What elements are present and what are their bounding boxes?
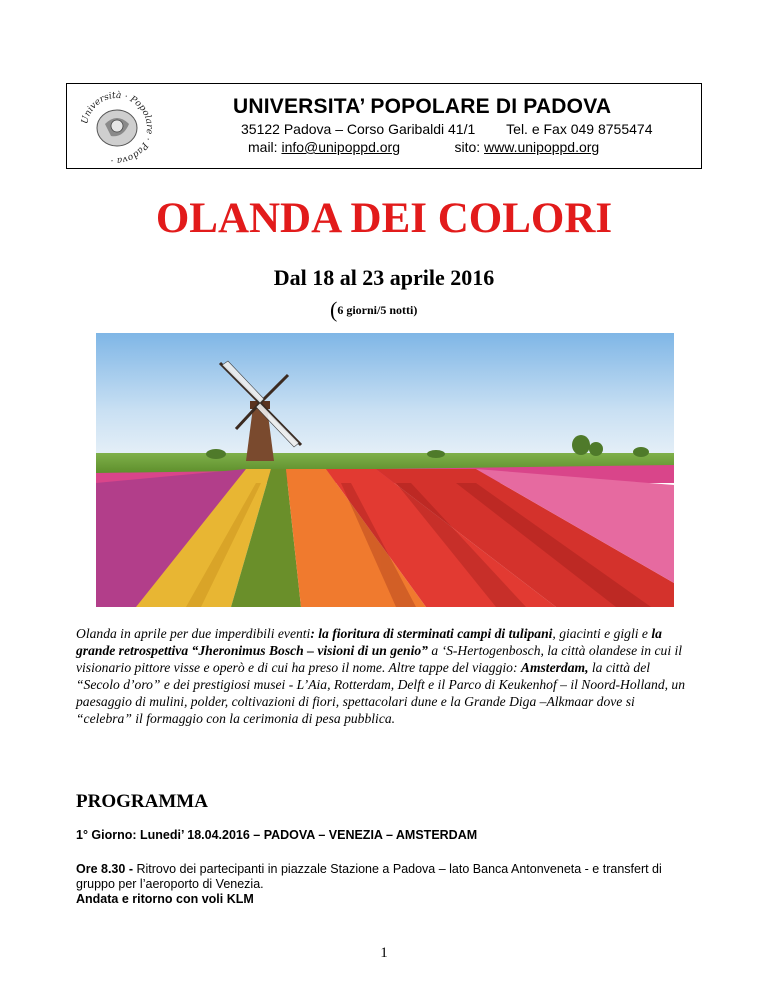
contact-line — [248, 139, 599, 155]
svg-text:Università · Popolare · Padova: Università · Popolare · Padova · — [80, 90, 155, 166]
institution-name: UNIVERSITA’ POPOLARE DI PADOVA — [233, 95, 612, 118]
tulip-field-windmill-photo — [96, 333, 674, 607]
intro-text-1: Olanda in aprile per due imperdibili eventi — [76, 626, 311, 641]
section-title-programma: PROGRAMMA — [76, 791, 208, 812]
site-link[interactable]: www.unipoppd.org — [484, 139, 600, 155]
intro-text-3: a ‘S-Hertogenbosch, la città olandese in cui il visionario pittore visse e operò e di cui ha preso il nome. Altre tappe del viaggio: — [76, 643, 683, 675]
day1-text: Ritrovo dei partecipanti in piazzale Stazione a Padova – lato Banca Antonveneta - e transfert di gruppo per l’aeroporto di Venezia. — [76, 862, 662, 891]
intro-bold-2: la grande retrospettiva “Jheronimus Bosch – visioni di un genio” — [76, 626, 662, 658]
address-line — [241, 121, 653, 137]
header-box — [66, 83, 702, 169]
page-title: OLANDA DEI COLORI — [155, 195, 613, 242]
intro-text-2: , giacinti e gigli e — [552, 626, 652, 641]
university-seal-logo — [75, 88, 159, 166]
intro-text-4: la città del “Secolo d’oro” e dei prestigiosi musei - L’Aia, Rotterdam, Delft e il Parco di Keukenhof – il Noord-Holland, un paesaggio di mulini, polder, coltivazioni di fiori, spettacolari dune e la Grande Diga –Alkmaar dove si “celebra” il formaggio con la cerimonia di pesa pubblica. — [76, 660, 686, 726]
trip-duration: (6 giorni/5 notti) — [330, 297, 418, 322]
day1-flights: Andata e ritorno con voli KLM — [76, 892, 254, 906]
page-number: 1 — [380, 945, 388, 961]
mail-label: mail: — [248, 139, 278, 155]
duration-text: 6 giorni/5 notti) — [337, 303, 418, 317]
day1-title: 1° Giorno: Lunedi’ 18.04.2016 – PADOVA – VENEZIA – AMSTERDAM — [76, 828, 478, 842]
day1-time: Ore 8.30 - — [76, 862, 133, 876]
address: 35122 Padova – Corso Garibaldi 41/1 — [241, 121, 476, 137]
phone: Tel. e Fax 049 8755474 — [506, 121, 653, 137]
day1-body — [76, 862, 694, 907]
trip-dates: Dal 18 al 23 aprile 2016 — [273, 265, 495, 290]
intro-paragraph — [76, 625, 692, 727]
site-label: sito: — [454, 139, 481, 155]
intro-bold-3: Amsterdam, — [520, 660, 589, 675]
mail-link[interactable]: info@unipoppd.org — [281, 139, 400, 155]
intro-bold-1: : la fioritura di sterminati campi di tulipani — [310, 626, 553, 641]
